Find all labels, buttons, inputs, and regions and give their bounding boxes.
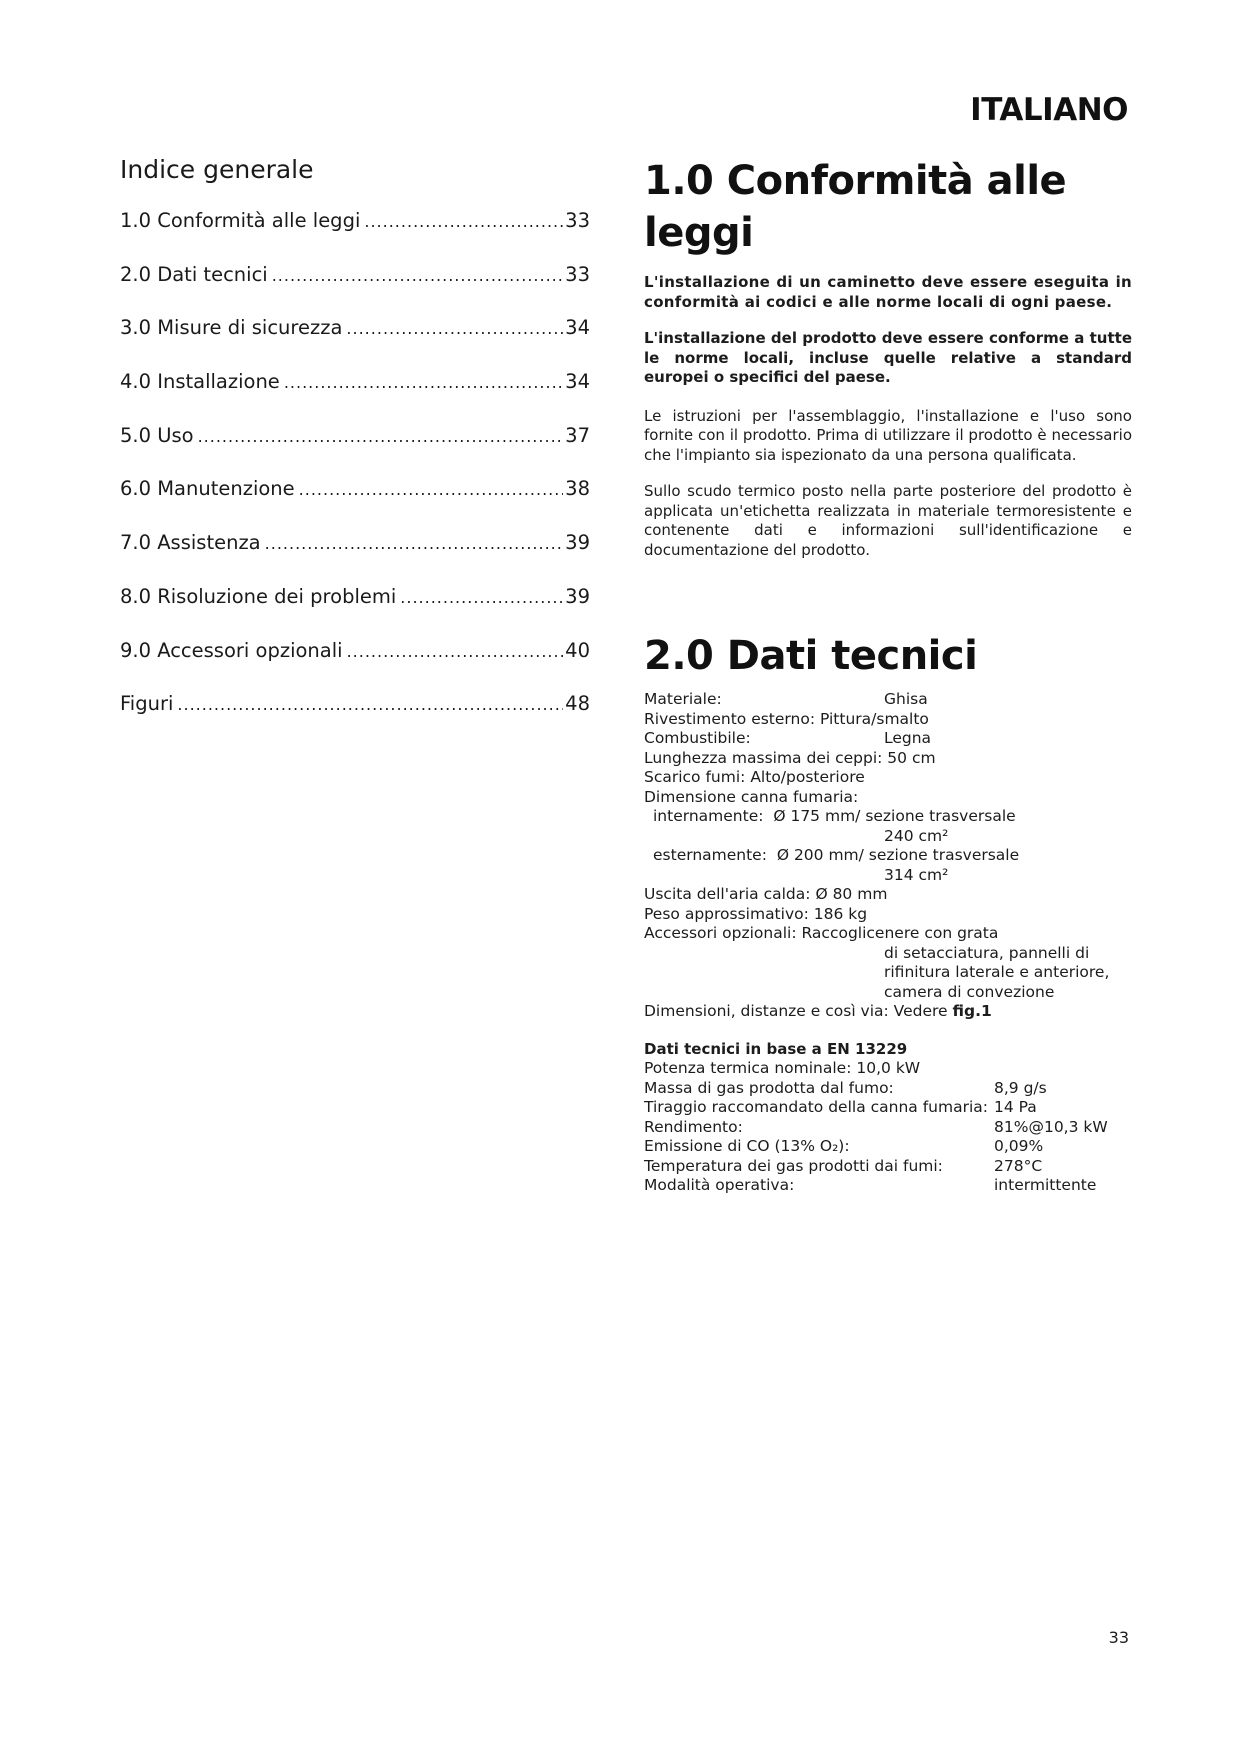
toc-leader-dots [265, 534, 564, 553]
spec-row [644, 905, 1132, 925]
spec-value: 50 cm [887, 748, 936, 767]
toc-item[interactable] [120, 316, 590, 370]
spec-value: Ø 200 mm/ sezione trasversale [776, 846, 1020, 864]
spec-value: Raccoglicenere con grata [801, 924, 999, 942]
spec-value: Pittura/smalto [819, 709, 929, 728]
toc-item-label: 5.0 Uso [120, 423, 194, 447]
toc-item-label: 4.0 Installazione [120, 370, 280, 394]
toc-item[interactable] [120, 639, 590, 693]
spec-label: Peso approssimativo: [644, 904, 809, 923]
toc-leader-dots [400, 588, 563, 607]
toc-item-label: 7.0 Assistenza [120, 531, 261, 555]
toc-item-label: Figuri [120, 692, 174, 716]
spec-label: Emissione di CO (13% O₂): [644, 1137, 850, 1155]
spec-row [644, 846, 1132, 866]
spec-row [644, 1002, 1132, 1022]
toc-item-label: 8.0 Risoluzione dei problemi [120, 584, 397, 608]
spec-row [644, 1157, 1132, 1177]
toc-item-page: 33 [565, 209, 590, 232]
toc-item-label: 1.0 Conformità alle leggi [120, 209, 361, 232]
technical-specs [644, 690, 1132, 1022]
toc-item[interactable] [120, 585, 590, 639]
spec-value: 10,0 kW [856, 1059, 921, 1077]
spec-row [644, 1098, 1132, 1118]
main-content [644, 155, 1132, 1196]
spec-label: Tiraggio raccomandato della canna fumaria: [644, 1098, 988, 1116]
section-1-paragraph-2: L'installazione del prodotto deve essere conforme a tutte le norme locali, incluse quelle relative a standard europei o specifici del paese. [644, 329, 1132, 386]
toc-item-label: 3.0 Misure di sicurezza [120, 316, 343, 340]
toc-title: Indice generale [120, 155, 314, 184]
spec-label: Rendimento: [644, 1117, 743, 1136]
toc-item-page: 34 [565, 370, 590, 394]
section-2-heading: 2.0 Dati tecnici [644, 633, 978, 679]
spec-row [644, 807, 1132, 827]
spec-label: Potenza termica nominale: [644, 1059, 852, 1077]
page-number: 33 [1108, 1628, 1129, 1647]
toc-item-label: 6.0 Manutenzione [120, 477, 295, 501]
spec-row [644, 885, 1132, 905]
spec-row [644, 768, 1132, 788]
spec-value: Ø 80 mm [815, 885, 888, 903]
spec-value: Legna [884, 729, 932, 747]
spec-value: Ghisa [884, 690, 928, 708]
toc-leader-dots [299, 480, 564, 499]
spec-value: 81%@10,3 kW [994, 1117, 1108, 1136]
toc-item[interactable] [120, 370, 590, 424]
spec-label: internamente: [653, 807, 764, 825]
spec-row [644, 749, 1132, 769]
toc-item[interactable] [120, 209, 590, 263]
section-1-paragraph-4: Sullo scudo termico posto nella parte posteriore del prodotto è applicata un'etichetta realizzata in materiale termoresistente e contenente dati e informazioni sull'identificazione e documentazione del prodotto. [644, 482, 1132, 559]
spec-row [644, 729, 1132, 749]
spec-label: Massa di gas prodotta dal fumo: [644, 1078, 894, 1097]
spec-label: Uscita dell'aria calda: [644, 885, 811, 903]
toc-item-page: 37 [565, 423, 590, 447]
toc-leader-dots [284, 373, 563, 392]
spec-label: Materiale: [644, 690, 722, 708]
spec-row [644, 690, 1132, 710]
spec-label: Accessori opzionali: [644, 924, 797, 942]
toc-item-page: 39 [565, 584, 590, 608]
spec-label: Scarico fumi: [644, 768, 746, 786]
toc-leader-dots [346, 319, 563, 338]
toc-leader-dots [347, 642, 564, 661]
toc-item-page: 33 [565, 262, 590, 286]
spec-label: esternamente: [653, 846, 767, 864]
toc-item[interactable] [120, 692, 590, 746]
spec-row [644, 1137, 1132, 1157]
toc-item[interactable] [120, 477, 590, 531]
spec-value: 186 kg [813, 904, 868, 923]
spec-value: 8,9 g/s [994, 1078, 1047, 1097]
toc-item-label: 9.0 Accessori opzionali [120, 638, 343, 662]
spec-row [644, 788, 1132, 808]
spec-row [644, 1118, 1132, 1138]
spec-value: 0,09% [994, 1137, 1044, 1155]
toc-item-page: 48 [565, 692, 590, 716]
section-1-heading: 1.0 Conformità alle leggi [644, 158, 1067, 256]
spec-label: Lunghezza massima dei ceppi: [644, 748, 883, 767]
spec-value: intermittente [994, 1176, 1097, 1194]
toc-item[interactable] [120, 424, 590, 478]
spec-label: Temperatura dei gas prodotti dai fumi: [644, 1156, 943, 1175]
toc-leader-dots [364, 212, 563, 231]
toc-item-page: 40 [565, 638, 590, 662]
toc-list [120, 209, 590, 746]
spec-value: Ø 175 mm/ sezione trasversale [773, 807, 1016, 825]
toc-item[interactable] [120, 263, 590, 317]
spec-value: 14 Pa [994, 1098, 1037, 1116]
language-label: ITALIANO [970, 92, 1128, 128]
spec-row [644, 1079, 1132, 1099]
spec-value-continued: rifinitura laterale e anteriore, [884, 963, 1110, 981]
toc-leader-dots [272, 266, 563, 285]
spec-row [644, 924, 1132, 944]
toc-item-page: 38 [565, 477, 590, 501]
spec-row [644, 710, 1132, 730]
section-1-paragraph-1: L'installazione di un caminetto deve essere eseguita in conformità ai codici e alle norme locali di ogni paese. [644, 273, 1132, 311]
figure-reference[interactable]: fig.1 [952, 1002, 992, 1020]
spec-value-continued: camera di convezione [884, 982, 1055, 1001]
spec-value: 278°C [994, 1156, 1043, 1175]
spec-label: Modalità operativa: [644, 1176, 795, 1194]
toc-item-page: 34 [565, 316, 590, 340]
section-1-paragraph-3: Le istruzioni per l'assemblaggio, l'installazione e l'uso sono fornite con il prodotto. Prima di utilizzare il prodotto è necessario che l'impianto sia ispezionato da una persona qualificata. [644, 406, 1132, 464]
spec-label: Dimensioni, distanze e così via: Vedere [644, 1002, 948, 1020]
spec-label: Combustibile: [644, 729, 751, 747]
toc-item[interactable] [120, 531, 590, 585]
en-specs-title: Dati tecnici in base a EN 13229 [644, 1039, 908, 1058]
spec-label: Dimensione canna fumaria: [644, 787, 859, 806]
spec-value-continued: 314 cm² [884, 865, 949, 884]
toc-item-page: 39 [565, 531, 590, 555]
spec-row [644, 1059, 1132, 1079]
toc-leader-dots [177, 695, 563, 714]
spec-label: Rivestimento esterno: [644, 709, 816, 728]
table-of-contents [120, 155, 590, 746]
toc-item-label: 2.0 Dati tecnici [120, 262, 268, 286]
en-specs [644, 1059, 1132, 1196]
spec-row [644, 1176, 1132, 1196]
toc-leader-dots [198, 427, 564, 446]
spec-value-continued: di setacciatura, pannelli di [884, 943, 1090, 962]
spec-value: Alto/posteriore [750, 768, 865, 786]
spec-value-continued: 240 cm² [884, 826, 949, 845]
